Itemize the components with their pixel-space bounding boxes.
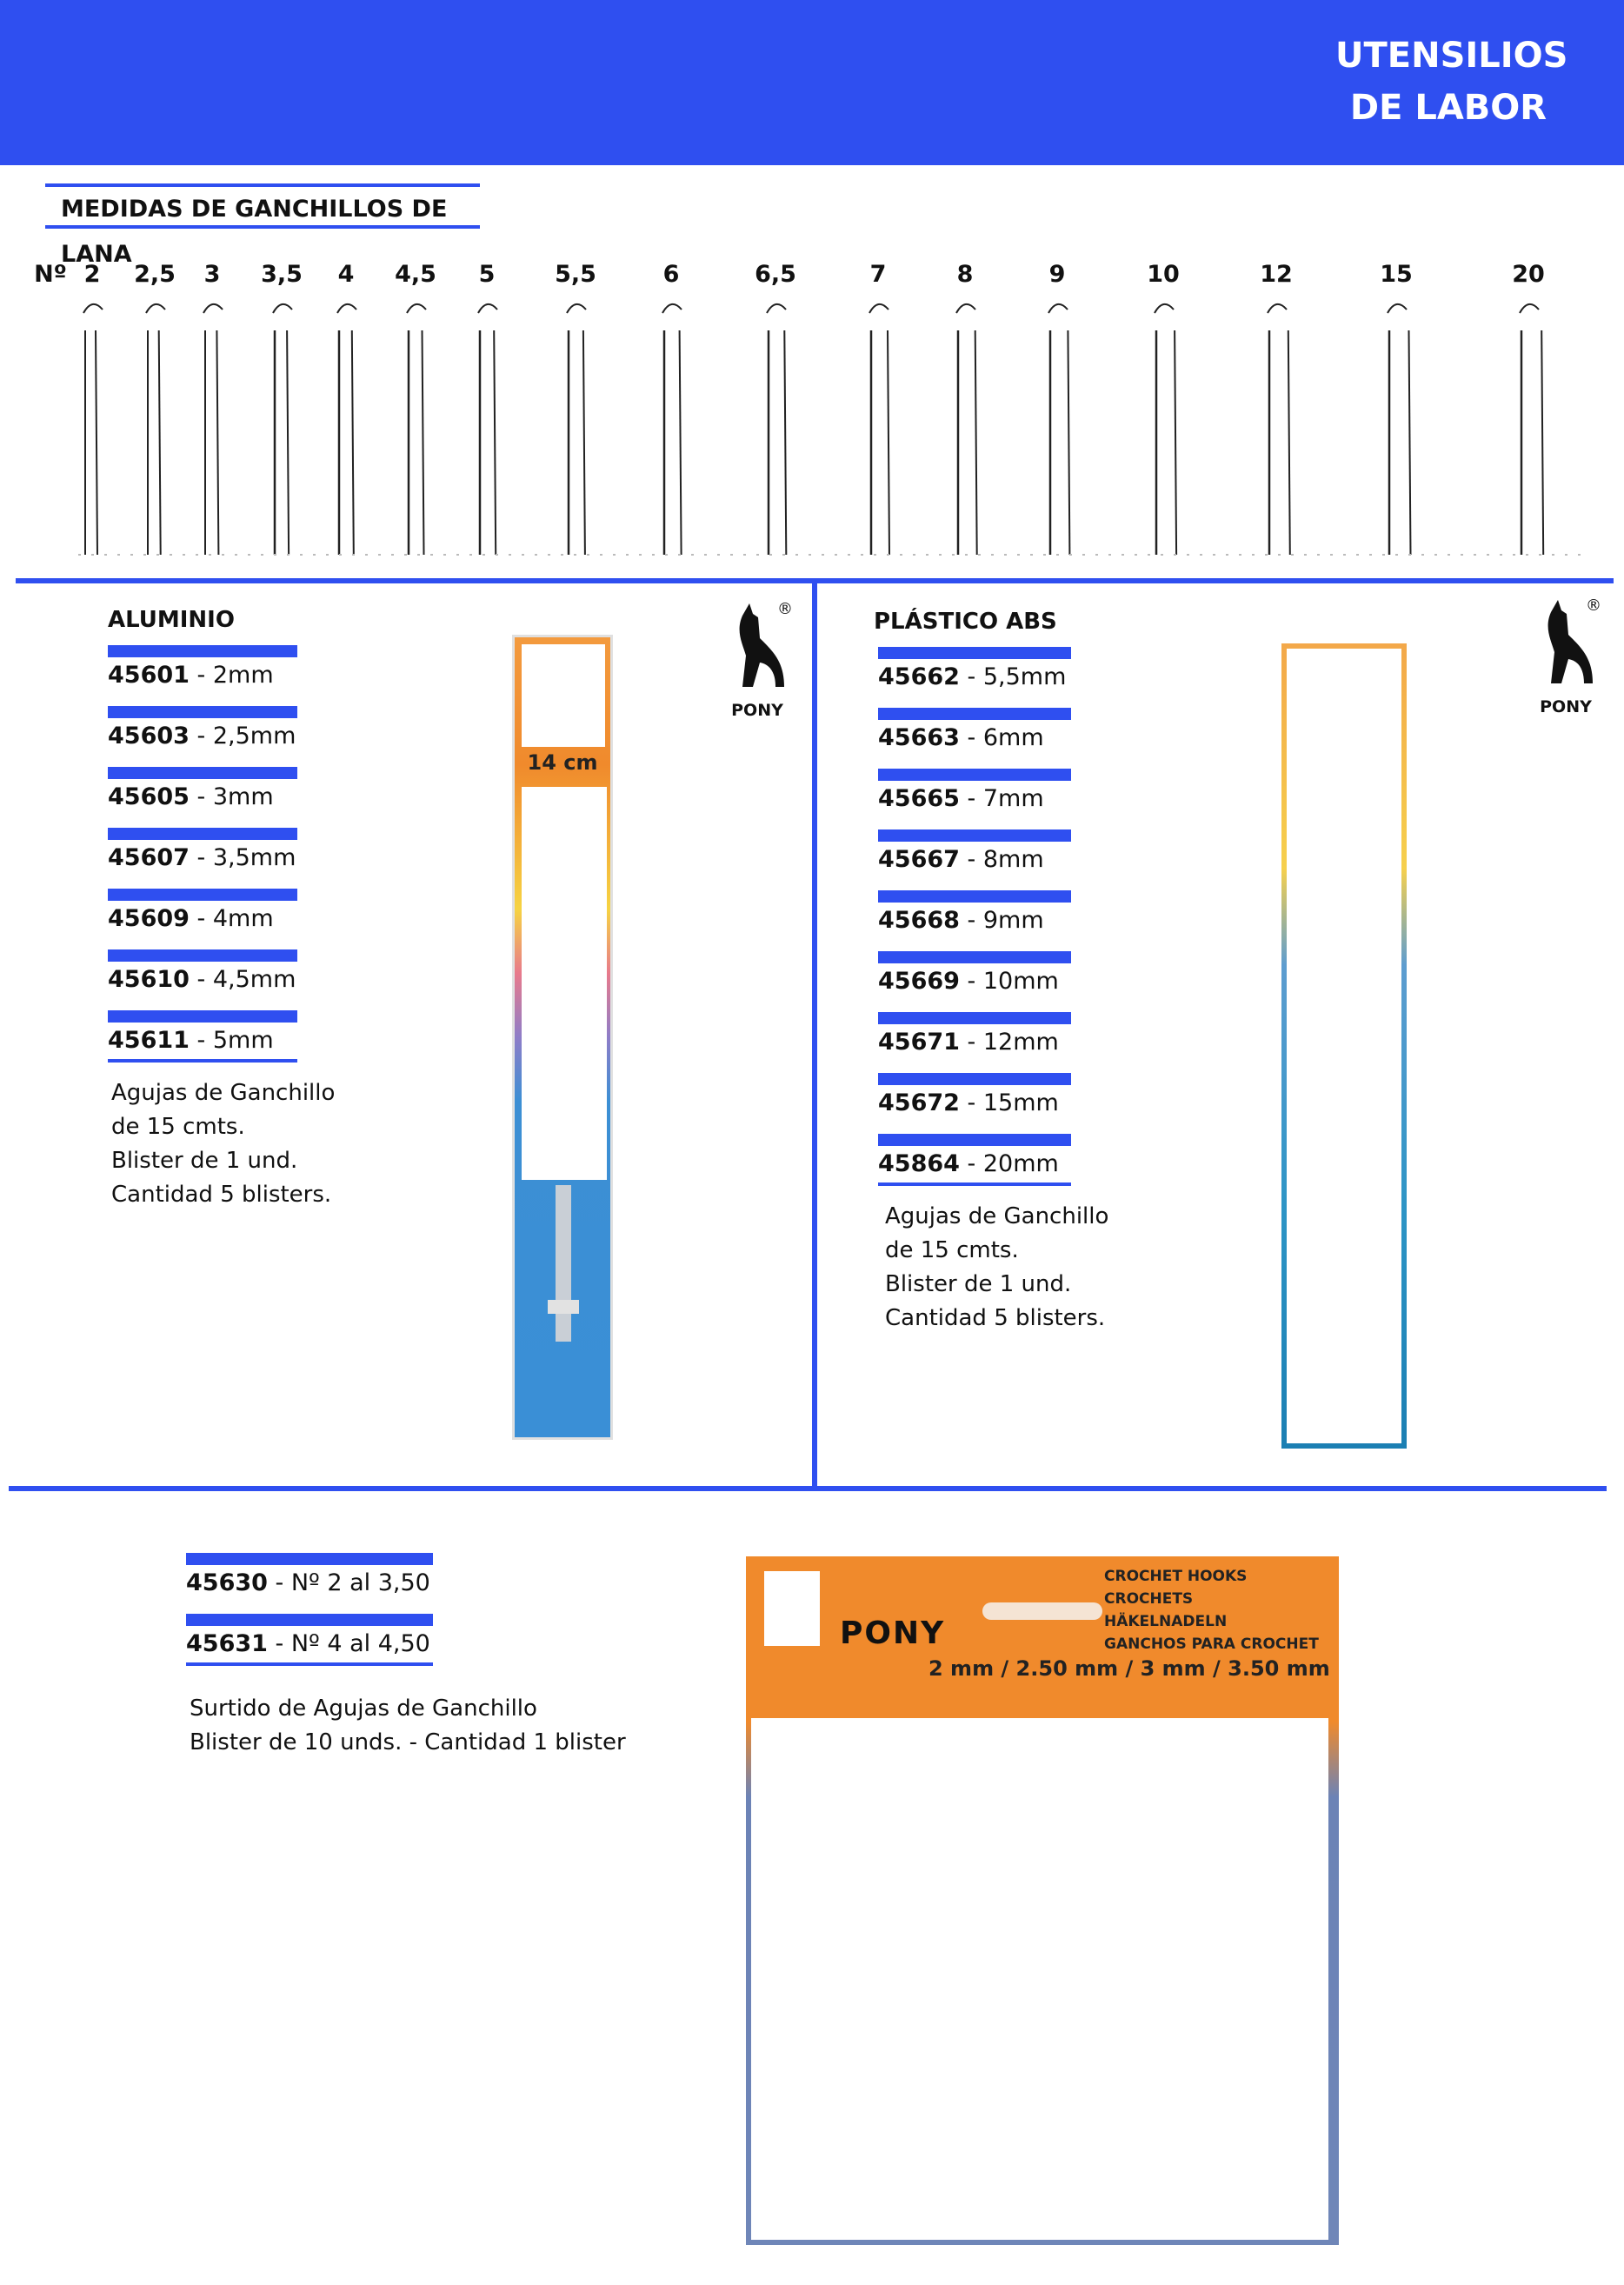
product-row (878, 1073, 1071, 1122)
product-code: 45603 (108, 723, 190, 749)
product-row (878, 708, 1071, 756)
hook-tip-icon (956, 304, 975, 313)
surtido-desc-line: Blister de 10 unds. - Cantidad 1 blister (190, 1729, 626, 1755)
gauge-size-label: 20 (1512, 261, 1545, 288)
product-size: - 2,5mm (189, 723, 296, 749)
hook-tip-icon (146, 304, 165, 313)
product-code: 45605 (108, 783, 190, 810)
package-window (522, 787, 607, 1180)
aluminio-package-image (512, 635, 613, 1440)
plastico-desc-line: Cantidad 5 blisters. (885, 1305, 1106, 1331)
hook-shaft-icon (423, 330, 424, 555)
pony-logo (718, 600, 796, 722)
hook-tip-icon (1388, 304, 1407, 313)
product-size: - 5mm (189, 1027, 274, 1054)
gauge-size-label: 7 (869, 261, 887, 288)
hook-tip-icon (662, 304, 682, 313)
surtido-desc-line: Surtido de Agujas de Ganchillo (190, 1695, 537, 1722)
pony-logo (1527, 596, 1605, 718)
hook-shaft-icon (1541, 330, 1543, 555)
package-hang-hole (982, 1602, 1102, 1620)
package-language-line: HÄKELNADELN (1104, 1613, 1228, 1630)
hook-shaft-icon (494, 330, 496, 555)
hook-tip-icon (407, 304, 426, 313)
hook-shaft-icon (352, 330, 354, 555)
gauge-size-label: 4,5 (395, 261, 436, 288)
gauge-prefix: Nº (34, 261, 67, 288)
product-code: 45611 (108, 1027, 190, 1054)
aluminio-title: ALUMINIO (108, 607, 235, 633)
package-brand: PONY (840, 1615, 946, 1651)
hook-tip-icon (567, 304, 586, 313)
package-languages (1104, 1565, 1319, 1655)
hook-shaft-icon (1288, 330, 1290, 555)
product-row (878, 1134, 1071, 1186)
package-window (1287, 649, 1401, 1443)
product-row (108, 828, 297, 876)
package-language-line: GANCHOS PARA CROCHET (1104, 1635, 1319, 1653)
gauge-size-label: 5 (478, 261, 496, 288)
package-window (522, 644, 605, 747)
plastico-desc-line: Blister de 1 und. (885, 1271, 1072, 1297)
product-row (108, 1010, 297, 1063)
crochet-hook-icon (556, 1185, 571, 1342)
gauge-size-label: 6 (662, 261, 680, 288)
aluminio-desc-line: Agujas de Ganchillo (111, 1080, 336, 1106)
product-size: - 2mm (189, 662, 274, 689)
package-length-label: 14 cm (527, 750, 598, 775)
gauge-size-label: 3,5 (261, 261, 303, 288)
surtido-package-image (746, 1556, 1339, 2245)
product-row (108, 889, 297, 937)
product-code: 45601 (108, 662, 190, 689)
hook-shaft-icon (1068, 330, 1069, 555)
hook-shaft-icon (96, 330, 97, 555)
gauge-section-title: MEDIDAS DE GANCHILLOS DE LANA (45, 183, 480, 229)
product-code: 45672 (878, 1089, 960, 1116)
product-row (878, 890, 1071, 939)
product-row (108, 706, 297, 755)
gauge-size-label: 12 (1260, 261, 1293, 288)
registered-mark: ® (777, 600, 793, 618)
product-code: 45667 (878, 846, 960, 873)
hook-shaft-icon (287, 330, 289, 555)
hook-tip-icon (83, 304, 103, 313)
product-size: - 6mm (959, 724, 1044, 751)
product-row (186, 1614, 433, 1666)
hook-shaft-icon (888, 330, 889, 555)
product-row (878, 951, 1071, 1000)
gauge-size-label: 3 (203, 261, 221, 288)
hook-tip-icon (1268, 304, 1287, 313)
product-row (108, 949, 297, 998)
hook-grip-icon (548, 1300, 579, 1314)
gauge-size-label: 5,5 (555, 261, 596, 288)
hook-shaft-icon (1175, 330, 1176, 555)
package-window (751, 1718, 1328, 2240)
hook-shaft-icon (159, 330, 161, 555)
gauge-size-label: 4 (337, 261, 355, 288)
hook-shaft-icon (583, 330, 585, 555)
product-size: - 4,5mm (189, 966, 296, 993)
product-code: 45663 (878, 724, 960, 751)
plastico-title: PLÁSTICO ABS (874, 609, 1057, 635)
product-code: 45668 (878, 907, 960, 934)
plastico-description (885, 1200, 1108, 1336)
gauge-size-label: 9 (1048, 261, 1066, 288)
product-size: - 9mm (959, 907, 1044, 934)
aluminio-desc-line: Blister de 1 und. (111, 1148, 298, 1174)
gauge-size-label: 2,5 (134, 261, 176, 288)
product-size: - 7mm (959, 785, 1044, 812)
product-row (108, 645, 297, 694)
aluminio-desc-line: Cantidad 5 blisters. (111, 1182, 332, 1208)
product-code: 45665 (878, 785, 960, 812)
registered-mark: ® (1586, 596, 1601, 615)
hook-shaft-icon (216, 330, 218, 555)
gauge-size-label: 10 (1147, 261, 1180, 288)
product-code: 45662 (878, 663, 960, 690)
package-sizes: 2 mm / 2.50 mm / 3 mm / 3.50 mm (928, 1656, 1330, 1681)
product-code: 45607 (108, 844, 190, 871)
package-language-line: CROCHET HOOKS (1104, 1568, 1248, 1585)
product-size: - 12mm (959, 1029, 1059, 1056)
title-line-1: UTENSILIOS (1335, 36, 1568, 76)
product-code: 45609 (108, 905, 190, 932)
gauge-size-label: 8 (956, 261, 974, 288)
page-title (1335, 30, 1568, 134)
hook-tip-icon (1520, 304, 1539, 313)
product-row (878, 829, 1071, 878)
product-code: 45864 (878, 1150, 960, 1177)
product-size: - 3,5mm (189, 844, 296, 871)
hook-tip-icon (203, 304, 223, 313)
title-line-2: DE LABOR (1349, 88, 1547, 128)
aluminio-desc-line: de 15 cmts. (111, 1114, 245, 1140)
hook-gauge-drawing (0, 287, 1624, 565)
hook-tip-icon (1155, 304, 1174, 313)
surtido-description (190, 1692, 626, 1760)
product-size: - 4mm (189, 905, 274, 932)
divider-vertical (812, 581, 817, 1489)
package-language-line: CROCHETS (1104, 1590, 1194, 1608)
product-size: - 15mm (959, 1089, 1059, 1116)
product-size: - 8mm (959, 846, 1044, 873)
divider-bottom (9, 1486, 1607, 1491)
product-code: 45631 (186, 1630, 268, 1657)
product-size: - 3mm (189, 783, 274, 810)
hook-tip-icon (478, 304, 497, 313)
product-size: - Nº 2 al 3,50 (267, 1569, 430, 1596)
product-size: - 20mm (959, 1150, 1059, 1177)
product-code: 45669 (878, 968, 960, 995)
hook-shaft-icon (975, 330, 977, 555)
plastico-desc-line: Agujas de Ganchillo (885, 1203, 1109, 1229)
product-row (878, 769, 1071, 817)
pony-logo-text: PONY (731, 701, 783, 720)
header-banner (0, 0, 1624, 165)
product-row (108, 767, 297, 816)
product-size: - 5,5mm (959, 663, 1067, 690)
gauge-size-label: 6,5 (755, 261, 796, 288)
gauge-size-label: 2 (83, 261, 101, 288)
plastico-package-image (1281, 643, 1407, 1449)
hook-tip-icon (1048, 304, 1068, 313)
product-row (878, 1012, 1071, 1061)
product-code: 45610 (108, 966, 190, 993)
hook-tip-icon (869, 304, 889, 313)
hook-tip-icon (767, 304, 786, 313)
gauge-size-label: 15 (1380, 261, 1413, 288)
package-window (764, 1571, 820, 1646)
pony-logo-text: PONY (1540, 697, 1592, 716)
plastico-desc-line: de 15 cmts. (885, 1237, 1019, 1263)
hook-shaft-icon (1409, 330, 1411, 555)
aluminio-description (111, 1076, 335, 1212)
product-row (878, 647, 1071, 696)
hook-tip-icon (273, 304, 292, 313)
product-code: 45671 (878, 1029, 960, 1056)
hook-shaft-icon (680, 330, 682, 555)
hook-shaft-icon (784, 330, 786, 555)
product-code: 45630 (186, 1569, 268, 1596)
product-size: - 10mm (959, 968, 1059, 995)
product-row (186, 1553, 433, 1602)
hook-tip-icon (337, 304, 356, 313)
product-size: - Nº 4 al 4,50 (267, 1630, 430, 1657)
